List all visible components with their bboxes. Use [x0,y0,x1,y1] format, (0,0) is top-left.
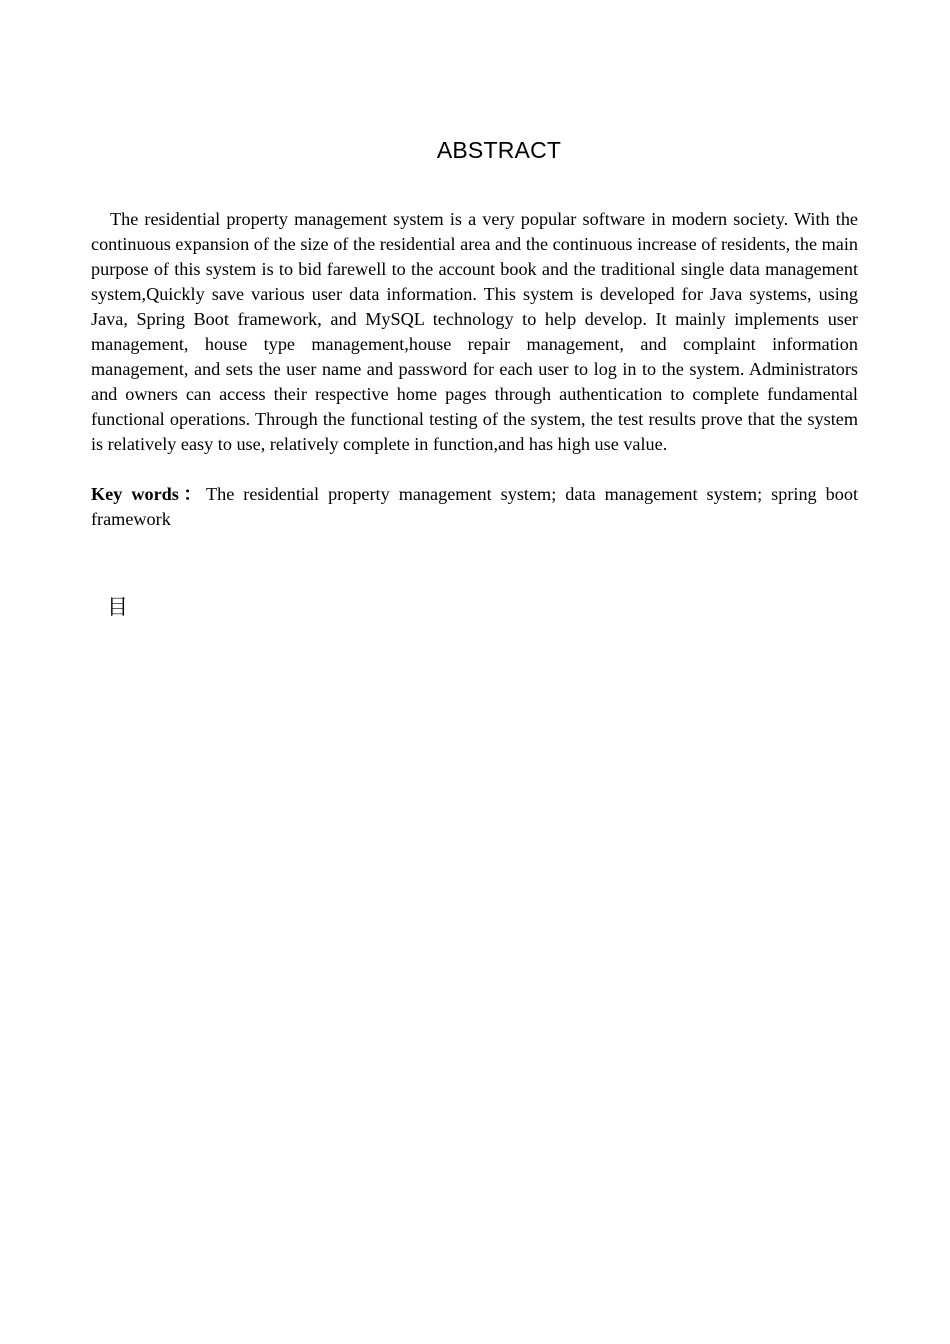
abstract-title: ABSTRACT [436,137,562,163]
keywords-text: The residential property management system; data management system; spring boot framework [91,484,858,529]
abstract-body: The residential property management system is a very popular software in modern society. With the continuous expansion of the size of the residential area and the continuous increase of residents, the main purpose of this system is to bid farewell to the account book and the traditional single data management system,Quickly save various user data information. This system is developed for Java systems, using Java, Spring Boot framework, and MySQL technology to help develop. It mainly implements user management, house type management,house repair management, and complaint information management, and sets the user name and password for each user to log in to the system. Administrators and owners can access their respective home pages through authentication to complete fundamental functional operations. Through the functional testing of the system, the test results prove that the system is relatively easy to use, relatively complete in function,and has high use value. [91,209,858,454]
keywords-label: Key words： [91,484,206,504]
table-of-contents-heading: 目 [107,595,128,619]
keywords-paragraph [91,482,858,532]
